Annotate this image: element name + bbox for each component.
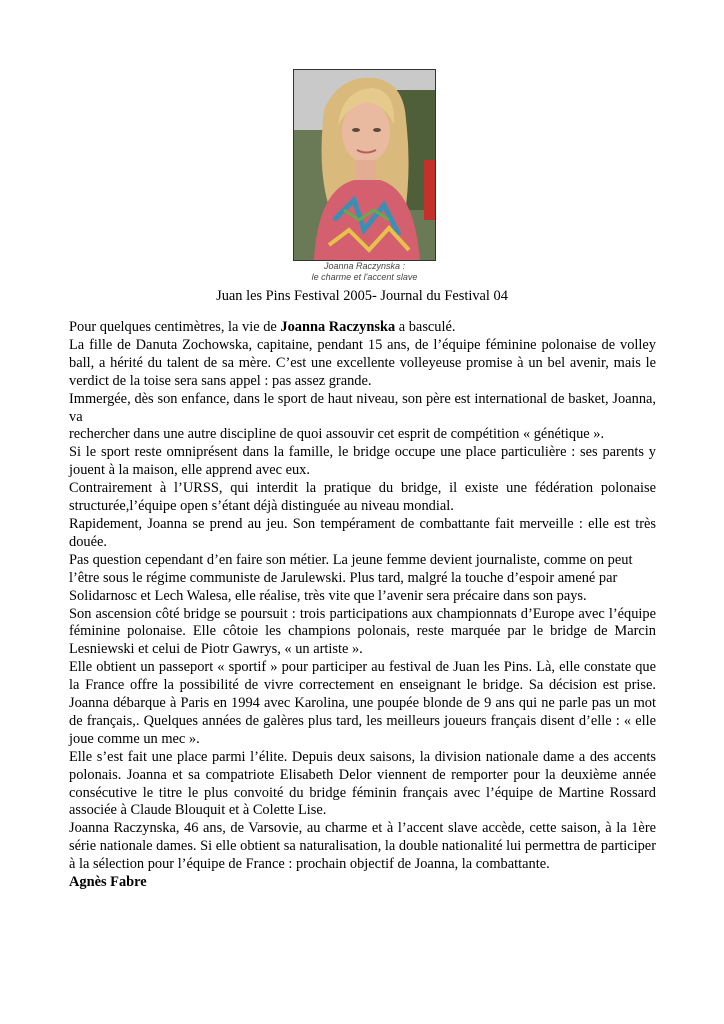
intro-text: Pour quelques centimètres, la vie de	[69, 319, 281, 335]
caption-line-1: Joanna Raczynska :	[323, 261, 406, 271]
caption-line-2: le charme et l'accent slave	[311, 272, 418, 282]
paragraph: Si le sport reste omniprésent dans la famille, le bridge occupe une place particulière : ses parents y jouent à la maison, elle apprend avec eux.	[69, 444, 656, 479]
paragraph: Elle s’est fait une place parmi l’élite. Depuis deux saisons, la division nationale dame a des accents polonais. Joanna et sa compatriote Elisabeth Delor viennent de remporter pour la deuxième année consécutive le titre le plus convoité du bridge féminin français avec l’équipe de Martine Rossard associée à Claude Blouquit et à Colette Lise.	[69, 748, 656, 819]
paragraph: rechercher dans une autre discipline de quoi assouvir cet esprit de compétition « génétique ».	[69, 426, 605, 443]
portrait-illustration	[294, 70, 435, 260]
intro-text-end: a basculé.	[395, 319, 456, 335]
article-body	[69, 319, 656, 892]
paragraph: Son ascension côté bridge se poursuit : trois participations aux championnats d’Europe avec l’équipe féminine polonaise. Elle côtoie les champions polonais, reste marquée par le bridge de Marcin Lesniewski et celui de Piotr Gawrys, « un artiste ».	[69, 605, 656, 658]
paragraph: Elle obtient un passeport « sportif » pour participer au festival de Juan les Pins. Là, elle constate que la France offre la possibilité de vivre correctement en enseignant le bridge. Sa décision est prise. Joanna débarque à Paris en 1994 avec Karolina, une poupée blonde de 9 ans qui ne parle pas un mot de français,. Quelques années de galères plus tard, les meilleurs joueurs français disent d’elle : « elle joue comme un mec ».	[69, 659, 656, 747]
photo-caption	[293, 261, 436, 283]
paragraph: Pas question cependant d’en faire son métier. La jeune femme devient journaliste, comme on peut l’être sous le régime communiste de Jarulewski. Plus tard, malgré la touche d’espoir amené par Solidarnosc et Lech Walesa, elle réalise, très vite que l’avenir sera précaire dans son pays.	[69, 551, 633, 604]
portrait-photo-icon	[293, 69, 436, 261]
article-headline: Juan les Pins Festival 2005- Journal du Festival 04	[216, 288, 508, 304]
article-intro	[69, 319, 656, 337]
paragraph: Contrairement à l’URSS, qui interdit la pratique du bridge, il existe une fédération polonaise structurée,l’équipe open s’étant déjà distinguée au niveau mondial.	[69, 480, 656, 515]
paragraph: La fille de Danuta Zochowska, capitaine, pendant 15 ans, de l’équipe féminine polonaise de volley ball, a hérité du talent de sa mère. C’est une excellente volleyeuse promise à un bel avenir, mais le verdict de la toise sera sans appel : pas assez grande.	[69, 336, 656, 389]
paragraph: Joanna Raczynska, 46 ans, de Varsovie, au charme et à l’accent slave accède, cette saison, à la 1ère série nationale dames. Si elle obtient sa naturalisation, la double nationalité lui permettra de participer à la sélection pour l’équipe de France : prochain objectif de Joanna, la combattante.	[69, 820, 656, 873]
paragraph: Rapidement, Joanna se prend au jeu. Son tempérament de combattante fait merveille : elle est très douée.	[69, 515, 656, 550]
subject-name: Joanna Raczynska	[280, 319, 396, 335]
paragraph: Immergée, dès son enfance, dans le sport de haut niveau, son père est international de basket, Joanna, va	[69, 390, 656, 425]
article-author: Agnès Fabre	[69, 874, 147, 891]
